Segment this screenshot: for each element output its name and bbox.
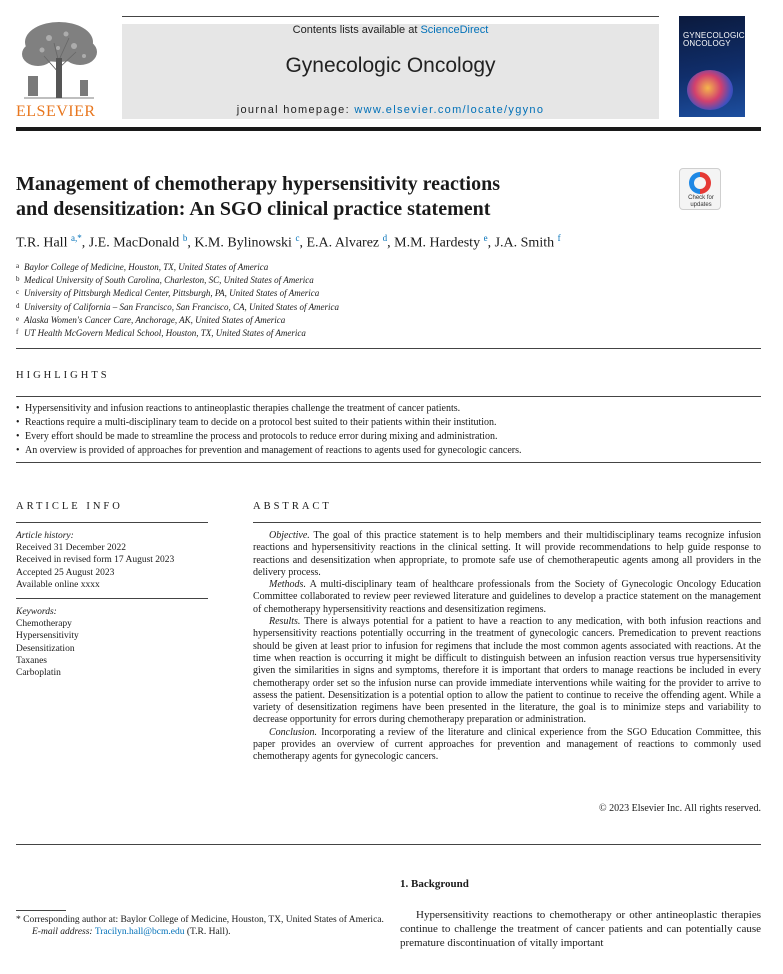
- abstract-paragraph-text: The goal of this practice statement is to help members and their multidisciplinary teams recognize infusion reactions and hypersensitivity reactions in the clinical setting. It will provide recommendations to help guide response to reactions and desensitization when appropriate, to promote safe use of chemotherapeutic agents among all providers in the delivery process.: [253, 530, 761, 578]
- front-matter-bottom-rule: [16, 844, 761, 845]
- affiliation: [16, 326, 616, 339]
- affiliation: [16, 300, 616, 313]
- body-text: [400, 908, 761, 950]
- contents-prefix: Contents lists available at: [292, 24, 418, 36]
- journal-masthead: [0, 0, 783, 135]
- author-list: T.R. Hall $^{a,*}$, J.E. MacDonald $^b$, K.M. Bylinowski $^c$, E.A. Alvarez $^d$, M.M. Hardesty $^e$, J.A. Smith $^f$: [16, 233, 561, 251]
- article-history-label: Article history:: [16, 531, 74, 541]
- check-for-updates-icon: [689, 172, 711, 194]
- highlights-bottom-rule: [16, 462, 761, 463]
- author-affiliation-marks[interactable]: d: [382, 233, 388, 243]
- author-name[interactable]: T.R. Hall: [16, 235, 68, 251]
- email-label: E-mail address:: [32, 927, 93, 938]
- badge-text-line1: Check for: [688, 195, 714, 201]
- affiliation-mark: c: [16, 288, 20, 297]
- keyword[interactable]: Hypersensitivity: [16, 631, 79, 642]
- abstract-paragraph-text: A multi-disciplinary team of healthcare professionals from the Society of Gynecologic Oncology Education Committee collaborated to review peer reviewed literature and guidelines to develop a practice statement on the management of chemotherapy hypersensitivity reactions and desensitization regimens.: [253, 579, 761, 615]
- contents-line: [122, 24, 659, 36]
- abstract-paragraph-text: Incorporating a review of the literature and clinical experience from the SGO Education Committee, this paper provides an overview of current approaches for prevention and management of reactions to commonly used chemotherapy agents for gynecologic cancers.: [253, 726, 761, 763]
- author-affiliation-marks[interactable]: f: [557, 233, 561, 243]
- affiliation-mark: e: [16, 314, 20, 323]
- keywords-label: Keywords:: [16, 607, 57, 618]
- journal-homepage-line: [122, 104, 659, 116]
- article-info-panel: [16, 530, 216, 679]
- affiliation-text: Medical University of South Carolina, Charleston, SC, United States of America: [24, 275, 314, 286]
- journal-name: Gynecologic Oncology: [285, 54, 496, 77]
- affiliation-mark: a: [16, 262, 20, 270]
- title-block-divider: [16, 348, 761, 349]
- bullet: •: [16, 403, 20, 414]
- badge-text-line2: updates: [690, 202, 712, 208]
- abstract-paragraph: [253, 579, 761, 616]
- bullet: •: [16, 431, 20, 442]
- author-email-link[interactable]: Tracilyn.hall@bcm.edu: [94, 927, 185, 938]
- journal-cover-thumbnail: [679, 16, 745, 117]
- highlight-text: An overview is provided of approaches for prevention and management of reactions to agents used for gynecologic cancers.: [25, 445, 522, 456]
- check-for-updates-badge[interactable]: [679, 168, 721, 210]
- cover-title-line2: ONCOLOGY: [683, 39, 731, 48]
- abstract-paragraph: [253, 530, 761, 579]
- abstract-heading: ABSTRACT: [253, 501, 332, 512]
- article-title-line2: and desensitization: An SGO clinical practice statement: [16, 198, 491, 220]
- history-entry: Accepted 25 August 2023: [16, 567, 115, 578]
- abstract-paragraph-text: There is always potential for a patient to have a reaction to any medication, with both infusion reactions and hypersensitivity reactions potentially occurring in the treatment of gynecologic cancers. Premedication to prevent reactions should be given at least prior to infusion for regimens that include the most common agents associated with reactions. At the time when reaction is occurring it might be difficult to distinguish between an infusion reaction versus true hypersensitivity given the similarities in signs and symptoms, therefore it is important that orders to manage reactions be included in every chemotherapy order set so the infusion nurse can provide immediate interventions while waiting for the provider to arrive to assess the patient. Desensitization is a potential option to allow the patient to continue to receive the offending agent. While a variety of desensitization regimens have been presented in the literature, the goal is to minimize steps and variability to decrease opportunity for errors during chemotherapy preparation or administration.: [253, 616, 761, 726]
- keyword[interactable]: Chemotherapy: [16, 619, 72, 630]
- highlights-top-rule: [16, 396, 761, 397]
- author-name[interactable]: E.A. Alvarez: [306, 235, 380, 251]
- article-title: [16, 172, 636, 222]
- publisher-wordmark: ELSEVIER: [16, 103, 96, 120]
- highlight-text: Every effort should be made to streamline the process and protocols to reduce error during mixing and administration.: [25, 431, 498, 442]
- highlight-item: [16, 416, 761, 430]
- history-entry: Received 31 December 2022: [16, 543, 126, 554]
- article-info-top-rule: [16, 522, 208, 523]
- affiliation: [16, 273, 616, 286]
- homepage-prefix: journal homepage:: [236, 104, 350, 116]
- highlight-item: [16, 430, 761, 444]
- affiliation-text: UT Health McGovern Medical School, Houston, TX, United States of America: [24, 328, 306, 339]
- body-paragraph: Hypersensitivity reactions to chemotherapy or other antineoplastic therapies continue to challenge the treatment of cancer patients and can potentially cause premature discontinuation of vitally important: [400, 909, 761, 949]
- abstract-paragraph-head: Methods.: [269, 579, 306, 591]
- affiliation-text: Alaska Women's Cancer Care, Anchorage, AK, United States of America: [24, 314, 286, 325]
- author-name[interactable]: J.A. Smith: [494, 235, 555, 251]
- journal-homepage-link[interactable]: www.elsevier.com/locate/ygyno: [354, 104, 545, 116]
- affiliation-mark: b: [16, 275, 20, 284]
- author-affiliation-marks[interactable]: e: [483, 233, 488, 243]
- abstract-paragraph: [253, 616, 761, 727]
- bullet: •: [16, 445, 20, 456]
- highlight-item: [16, 402, 761, 416]
- author-affiliation-marks[interactable]: b: [182, 233, 188, 243]
- affiliation-mark: f: [16, 328, 19, 337]
- keyword[interactable]: Taxanes: [16, 655, 47, 666]
- masthead-top-rule: [122, 16, 659, 17]
- article-info-heading: ARTICLE INFO: [16, 501, 123, 512]
- affiliation-list: [16, 260, 616, 339]
- masthead-bottom-rule: [16, 127, 761, 131]
- keyword[interactable]: Desensitization: [16, 643, 75, 654]
- affiliation: [16, 260, 616, 273]
- check-for-updates-label: [680, 195, 722, 209]
- affiliation-text: University of California – San Francisco, San Francisco, CA, United States of America: [24, 301, 340, 312]
- keywords-divider: [16, 598, 208, 599]
- affiliation-text: Baylor College of Medicine, Houston, TX, United States of America: [24, 262, 269, 272]
- footnote-rule: [16, 910, 66, 911]
- abstract-paragraph-head: Results.: [269, 616, 301, 628]
- abstract-paragraph-head: Objective.: [269, 530, 310, 541]
- author-name[interactable]: K.M. Bylinowski: [194, 235, 292, 251]
- affiliation: [16, 313, 616, 326]
- article-title-line1: Management of chemotherapy hypersensitivity reactions: [16, 173, 501, 195]
- abstract-top-rule: [253, 522, 761, 523]
- history-entry: Available online xxxx: [16, 579, 100, 590]
- abstract-body: [253, 530, 761, 764]
- bullet: •: [16, 417, 20, 428]
- history-entry: Received in revised form 17 August 2023: [16, 555, 175, 566]
- affiliation-mark: d: [16, 301, 20, 310]
- highlight-item: [16, 444, 761, 458]
- affiliation-text: University of Pittsburgh Medical Center, Pittsburgh, PA, United States of America: [24, 288, 320, 299]
- sciencedirect-link[interactable]: ScienceDirect: [420, 24, 489, 36]
- abstract-paragraph: [253, 727, 761, 764]
- corresponding-author-text: * Corresponding author at: Baylor College of Medicine, Houston, TX, United States of America.: [16, 915, 384, 925]
- abstract-paragraph-head: Conclusion.: [269, 726, 318, 738]
- affiliation: [16, 286, 616, 299]
- email-suffix: (T.R. Hall).: [186, 927, 231, 938]
- author-name[interactable]: J.E. MacDonald: [88, 235, 180, 251]
- highlights-list: [16, 402, 761, 458]
- highlight-text: Hypersensitivity and infusion reactions to antineoplastic therapies challenge the treatment of cancer patients.: [25, 403, 461, 414]
- author-name[interactable]: M.M. Hardesty: [394, 235, 481, 251]
- section-heading: 1. Background: [400, 878, 469, 890]
- highlights-heading: HIGHLIGHTS: [16, 370, 110, 381]
- author-affiliation-marks[interactable]: c: [295, 233, 300, 243]
- highlight-text: Reactions require a multi-disciplinary team to decide on a protocol best suited to their patients within their institution.: [25, 417, 497, 428]
- copyright-notice: © 2023 Elsevier Inc. All rights reserved.: [598, 803, 761, 814]
- keyword[interactable]: Carboplatin: [16, 668, 61, 679]
- cover-title: [683, 32, 743, 48]
- author-affiliation-marks[interactable]: a,*: [70, 233, 82, 243]
- cover-artwork: [687, 70, 733, 110]
- corresponding-author-footnote: [16, 914, 386, 938]
- cover-title-line1: GYNECOLOGIC: [683, 31, 745, 40]
